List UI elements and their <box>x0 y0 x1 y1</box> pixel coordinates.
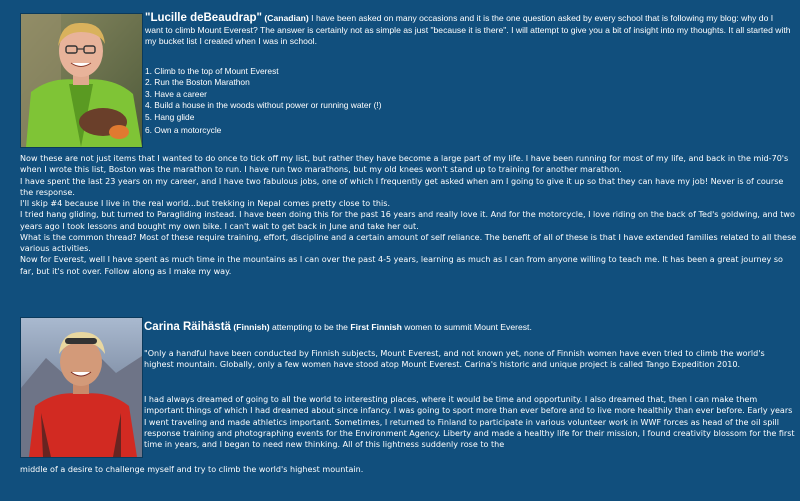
carina-story-end: middle of a desire to challenge myself and try to climb the world's highest mountain. <box>20 465 364 474</box>
lucille-name: "Lucille deBeaudrap" <box>145 12 262 24</box>
bucket-list <box>145 66 382 136</box>
paragraph: I tried hang gliding, but turned to Paragliding instead. I have been doing this for the past 16 years and really love it. And for the motorcycle, I love riding on the back of Ted's goldwing, and two years ago I took lessons and bought my own bike. I can't wait to get back in June and take her out. <box>20 210 795 231</box>
carina-quote: "Only a handful have been conducted by Finnish subjects, Mount Everest, and not known yet, none of Finnish women have even tried to climb the world's highest mountain. Globally, only a few women have stood atop Mount Everest. Carina's historic and unique project is called Tango Expedition 2010. <box>144 349 765 370</box>
lucille-story <box>20 153 797 277</box>
lucille-portrait-image <box>21 14 142 147</box>
paragraph: What is the common thread? Most of these require training, effort, discipline and a certain amount of self reliance. The benefit of all of these is that I have extended families related to all these various activities. <box>20 232 797 253</box>
list-item: 5. Hang glide <box>145 111 195 122</box>
carina-intro-bold: First Finnish <box>350 322 402 332</box>
carina-nationality: (Finnish) <box>233 322 270 332</box>
list-item: 6. Own a motorcycle <box>145 125 222 136</box>
carina-portrait-image <box>21 318 142 457</box>
carina-name: Carina Räihästä <box>144 321 231 333</box>
paragraph: Now for Everest, well I have spent as much time in the mountains as I can over the past 4-5 years, learning as much as I can from anyone willing to teach me. It has been a great journey so far, but it's not over. Follow along as I make my way. <box>20 255 783 276</box>
paragraph: I'll skip #4 because I live in the real world...but trekking in Nepal comes pretty close to this. <box>20 199 391 208</box>
carina-photo <box>20 317 143 458</box>
paragraph: I have spent the last 23 years on my career, and I have two fabulous jobs, one of which I frequently get asked when am I going to give it up so that they can have my job! Never is of course the response. <box>20 176 784 197</box>
list-item: 1. Climb to the top of Mount Everest <box>145 66 279 76</box>
list-item: 4. Build a house in the woods without power or running water (!) <box>145 100 382 111</box>
carina-intro <box>144 322 794 334</box>
list-item: 3. Have a career <box>145 88 207 99</box>
paragraph: Now these are not just items that I wanted to do once to tick off my list, but rather they have become a large part of my life. I have been running for most of my life, and back in the mid-70's when I wrote this list, Boston was the marathon to run. I have run two marathons, but my old knees won't stand up to training for another marathon. <box>20 154 789 175</box>
carina-intro-text-b: women to summit Mount Everest. <box>401 322 532 332</box>
lucille-photo <box>20 13 143 148</box>
lucille-intro-text: I have been asked on many occasions and it is the one question asked by every school that is following my blog: why do I want to climb Mount Everest? The answer is certainly not as simple as just "because it is there". I will attempt to give you a bit of insight into my thoughts. It all started with my bucket list I created when I was in school. <box>145 13 791 47</box>
carina-story: I had always dreamed of going to all the world to interesting places, where it would be time and opportunity. I also dreamed that, then I can make them important things of which I had dreamed about since infancy. I was going to sport more than ever before and to live more healthily than ever before. Early years I went traveling and made athletics important. Sometimes, I returned to Finland to participate in various volunteer work in WWF forces as head of the oil spill response training and photographing events for the Environment Agency. Liberty and made a healthy life for their mission, I found creativity blossom for the first time in years, and I began to need new thinking. All of this lightness suddenly rose to the <box>144 395 795 449</box>
lucille-nationality: (Canadian) <box>264 13 309 23</box>
lucille-intro <box>145 13 793 48</box>
list-item: 2. Run the Boston Marathon <box>145 77 250 88</box>
carina-intro-text-a: attempting to be the <box>269 322 351 332</box>
